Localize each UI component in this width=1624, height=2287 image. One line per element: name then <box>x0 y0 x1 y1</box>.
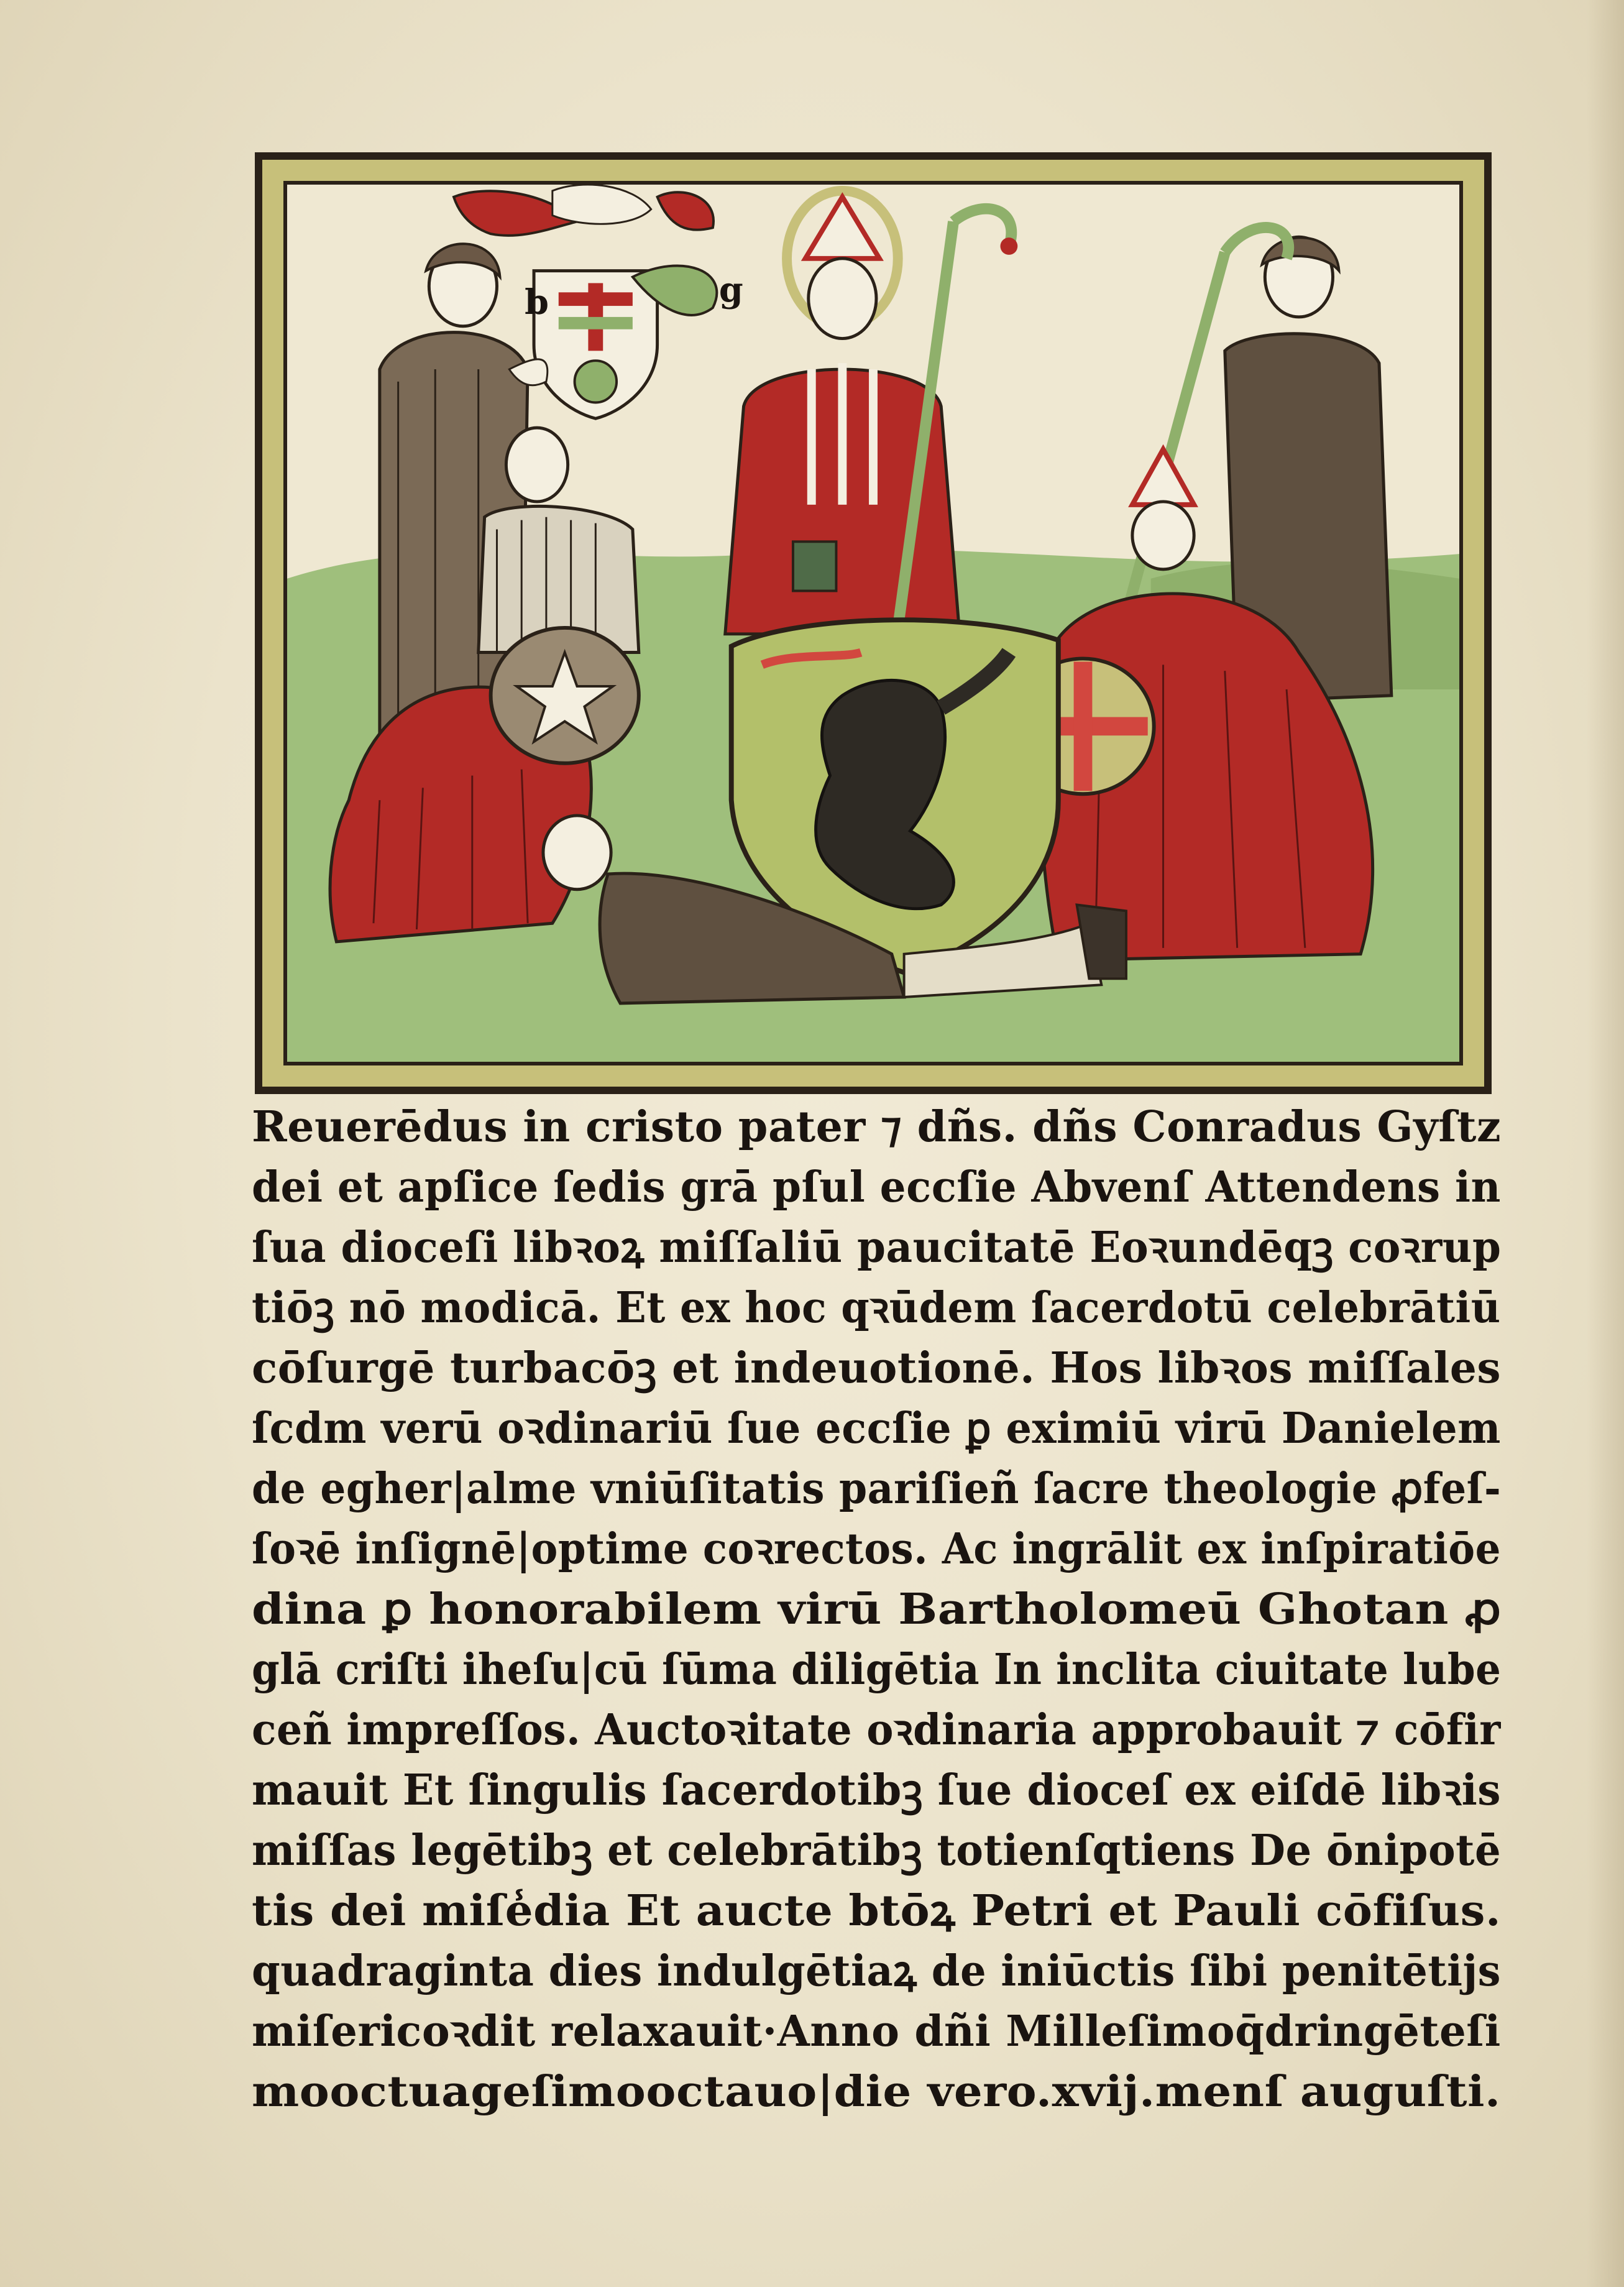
woodcut-illustration <box>255 152 1492 1094</box>
colophon-line: miſſas legētibꝫ et celebrātibꝫ totienſqtiens De ōnipotē <box>252 1826 1501 1875</box>
colophon-line: ſua dioceſi libꝛoꝝ miſſaliū paucitatē Eoꝛundēqꝫ coꝛrup <box>252 1223 1501 1272</box>
colophon-line: mauit Et ſingulis ſacerdotibꝫ ſue dioceſ ex eiſdē libꝛis <box>252 1765 1501 1815</box>
colophon-line: dina ꝑ honorabilem virū Bartholomeū Ghotan ꝓ <box>252 1585 1502 1634</box>
colophon-line: miſericoꝛdit relaxauit·Anno dñi Milleſimoq̄dringēteſi <box>252 2007 1501 2056</box>
colophon-line: ceñ impreſſos. Auctoꝛitate oꝛdinaria approbauit ⁊ cōfir <box>252 1705 1501 1755</box>
colophon-line: tis dei miſe̾dia Et aucte btōꝝ Petri et Pauli cōfiſus. <box>252 1886 1501 1936</box>
colophon-line: tiōꝫ nō modicā. Et ex hoc qꝛūdem ſacerdotū celebrātiū <box>252 1283 1501 1333</box>
colophon-line: mooctuageſimooctauo|die vero.xvij.menſ auguſti. <box>252 2067 1501 2117</box>
colophon-line: dei et apſice ſedis grā pſul eccſie Abvenſ Attendens in <box>252 1162 1501 1212</box>
colophon-text <box>252 1097 1501 2122</box>
colophon-line: quadraginta dies indulgētiaꝝ de iniūctis ſibi penitētijs <box>252 1946 1501 1996</box>
colophon-line: de egher|alme vniūſitatis pariſieñ ſacre theologie ꝓfeſ- <box>252 1464 1502 1514</box>
colophon-line: cōſurgē turbacōꝫ et indeuotionē. Hos libꝛos miſſales <box>252 1343 1501 1393</box>
woodcut-drawing <box>287 185 1459 1062</box>
woodcut-letter-g: g <box>718 270 743 311</box>
colophon-line: ſoꝛē inſignē|optime coꝛrectos. Ac ingrālit ex inſpiratiōe <box>252 1524 1501 1574</box>
woodcut-scene <box>283 181 1463 1065</box>
colophon-line: ſcdm verū oꝛdinariū ſue eccſie ꝑ eximiū virū Danielem <box>252 1404 1501 1453</box>
woodcut-letter-b: b <box>525 282 549 323</box>
colophon-line: glā criſti iheſu|cū ſūma diligētia In inclita ciuitate lube <box>252 1645 1502 1695</box>
colophon-line: Reuerēdus in cristo pater ⁊ dñs. dñs Conradus Gyſtz <box>252 1102 1502 1152</box>
